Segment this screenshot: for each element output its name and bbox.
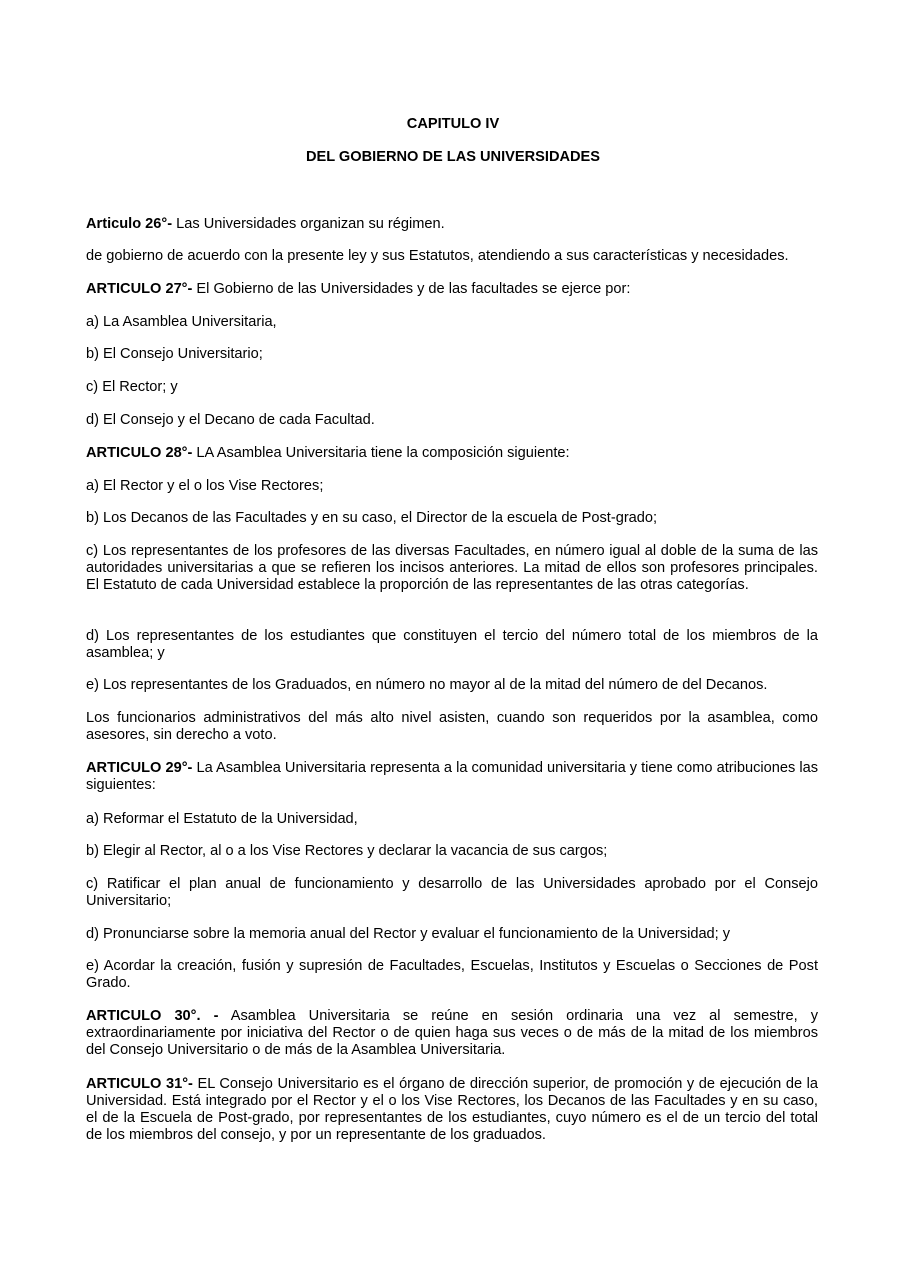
list-item-text: d) Pronunciarse sobre la memoria anual del Rector y evaluar el funcionamiento de la Universidad; y (86, 926, 731, 942)
list-item-text: a) El Rector y el o los Vise Rectores; (86, 478, 324, 494)
list-item (86, 958, 818, 992)
list-item (86, 876, 818, 910)
chapter-number: CAPITULO IV (406, 116, 500, 132)
list-item (86, 510, 818, 527)
article-30 (86, 1008, 818, 1059)
list-item-text: e) Los representantes de los Graduados, en número no mayor al de la mitad del número de del Decanos. (86, 677, 768, 693)
article-text: La Asamblea Universitaria representa a la comunidad universitaria y tiene como atribuciones las siguientes: (86, 760, 819, 793)
paragraph (86, 248, 818, 265)
article-31 (86, 1076, 818, 1144)
list-item (86, 412, 818, 429)
article-28 (86, 445, 818, 462)
article-heading: ARTICULO 29°- (86, 760, 193, 776)
list-item-text: a) Reformar el Estatuto de la Universidad, (86, 811, 358, 827)
list-item (86, 628, 818, 662)
list-item-text: c) Los representantes de los profesores de las diversas Facultades, en número igual al doble de la suma de las autoridades universitarias a que se refieren los incisos anteriores. La mitad de ellos son profesores principales. El Estatuto de cada Universidad establece la proporción de las representantes de las otras categorías. (86, 543, 818, 593)
article-text: Las Universidades organizan su régimen. (172, 216, 445, 232)
article-27 (86, 281, 818, 298)
list-item (86, 677, 818, 694)
list-item-text: e) Acordar la creación, fusión y supresión de Facultades, Escuelas, Institutos y Escuelas o Secciones de Post Grado. (86, 958, 818, 991)
list-item (86, 346, 818, 363)
list-item-text: b) Los Decanos de las Facultades y en su caso, el Director de la escuela de Post-grado; (86, 510, 658, 526)
chapter-title: DEL GOBIERNO DE LAS UNIVERSIDADES (305, 149, 601, 165)
article-26 (86, 216, 818, 233)
list-item-text: b) Elegir al Rector, al o a los Vise Rectores y declarar la vacancia de sus cargos; (86, 843, 608, 859)
article-heading: ARTICULO 27°- (86, 281, 193, 297)
list-item-text: b) El Consejo Universitario; (86, 346, 263, 362)
article-heading: ARTICULO 28°- (86, 445, 193, 461)
list-item-text: d) Los representantes de los estudiantes que constituyen el tercio del número total de los miembros de la asamblea; y (86, 628, 818, 661)
paragraph-text: Los funcionarios administrativos del más alto nivel asisten, cuando son requeridos por la asamblea, como asesores, sin derecho a voto. (86, 710, 818, 743)
article-text: Asamblea Universitaria se reúne en sesión ordinaria una vez al semestre, y extraordinariamente por iniciativa del Rector o de quien haga sus veces o de más de la mitad de los miembros del Consejo Universitario o de más de la Asamblea Universitaria. (86, 1008, 819, 1058)
article-text: El Gobierno de las Universidades y de las facultades se ejerce por: (192, 281, 631, 297)
list-item (86, 926, 818, 943)
list-item (86, 379, 818, 396)
article-heading: ARTICULO 30°. - (86, 1008, 219, 1024)
article-heading: ARTICULO 31°- (86, 1076, 193, 1092)
list-item (86, 478, 818, 495)
article-heading: Articulo 26°- (86, 216, 173, 232)
article-29 (86, 760, 818, 794)
list-item-text: a) La Asamblea Universitaria, (86, 314, 277, 330)
list-item (86, 811, 818, 828)
article-text: LA Asamblea Universitaria tiene la composición siguiente: (192, 445, 570, 461)
paragraph (86, 710, 818, 744)
list-item (86, 543, 818, 594)
paragraph-text: de gobierno de acuerdo con la presente ley y sus Estatutos, atendiendo a sus características y necesidades. (86, 248, 789, 264)
list-item-text: d) El Consejo y el Decano de cada Facultad. (86, 412, 375, 428)
list-item (86, 314, 818, 331)
article-text: EL Consejo Universitario es el órgano de dirección superior, de promoción y de ejecución de la Universidad. Está integrado por el Rector y el o los Vise Rectores, los Decanos de las Facultades y en su caso, el de la Escuela de Post-grado, por representantes de los estudiantes, cuyo número es el de un tercio del total de los miembros del consejo, y por un representante de los graduados. (86, 1076, 818, 1143)
list-item (86, 843, 818, 860)
list-item-text: c) El Rector; y (86, 379, 178, 395)
list-item-text: c) Ratificar el plan anual de funcionamiento y desarrollo de las Universidades aprobado por el Consejo Universitario; (86, 876, 818, 909)
